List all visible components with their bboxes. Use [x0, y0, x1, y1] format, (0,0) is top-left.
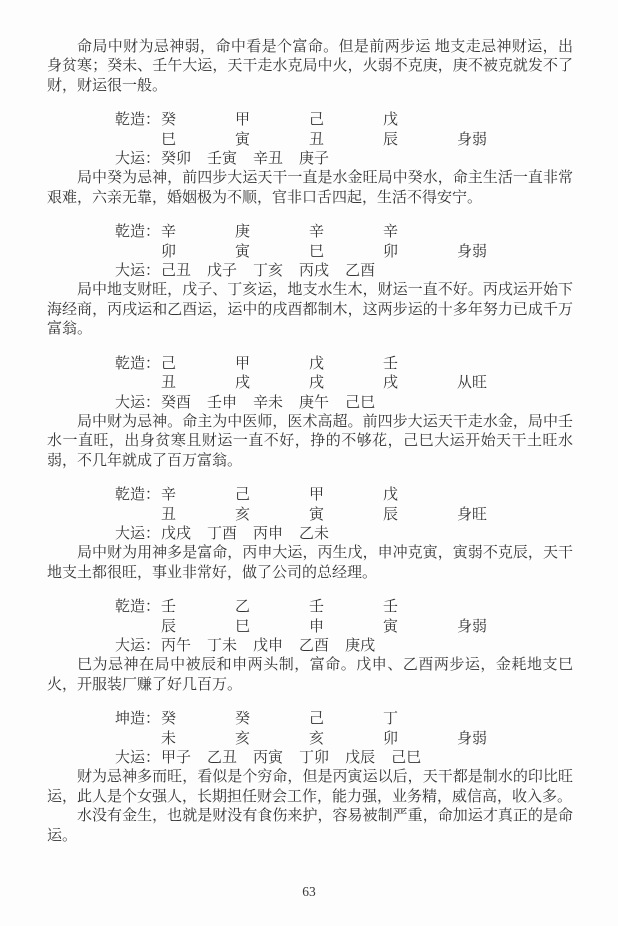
luck-pillar: 丁亥 [253, 263, 284, 280]
luck-pillar: 甲子 [161, 750, 192, 766]
paragraph-3: 局中地支财旺，戊子、丁亥运，地支水生木，财运一直不好。丙戌运开始下海经商，丙戌运和乙酉运，运中的戌酉都制木，这两步运的十多年努力已成千万富翁。 [47, 282, 573, 338]
luck-pillar: 己巳 [345, 394, 376, 411]
bazi-chart-3 [115, 355, 573, 413]
heavenly-stem: 壬 [383, 355, 399, 372]
earthly-branch: 巳 [309, 243, 325, 260]
stems-row [115, 355, 573, 374]
earthly-branch: 寅 [309, 506, 325, 523]
earthly-branch: 辰 [383, 506, 399, 523]
bazi-chart-2 [115, 223, 573, 281]
luck-pillar: 丁卯 [299, 750, 330, 766]
luck-pillar: 丙戌 [299, 263, 330, 280]
luck-row [115, 150, 573, 169]
luck-label: 大运： [115, 263, 161, 280]
heavenly-stem: 癸 [235, 711, 251, 728]
heavenly-stem: 甲 [235, 112, 251, 129]
heavenly-stem: 庚 [235, 224, 251, 241]
strength-label: 身弱 [457, 618, 488, 635]
earthly-branch: 丑 [161, 375, 177, 392]
luck-pillars [161, 749, 421, 768]
earthly-branch: 戌 [383, 375, 399, 392]
heavenly-stem: 壬 [309, 599, 325, 616]
luck-pillar: 戊申 [253, 637, 284, 654]
luck-pillar: 丁酉 [207, 525, 238, 542]
luck-pillars [161, 525, 329, 544]
strength-label: 身弱 [457, 730, 488, 747]
paragraph-6: 巳为忌神在局中被辰和申两头制，富命。戊申、乙酉两步运，金耗地支巳火，开服装厂赚了好几百万。 [47, 657, 573, 693]
heavenly-stem: 乙 [235, 599, 251, 616]
heavenly-stem: 戊 [383, 487, 399, 504]
earthly-branch: 巳 [161, 131, 177, 148]
heavenly-stem: 丁 [383, 711, 399, 728]
earthly-branch: 丑 [309, 131, 325, 148]
earthly-branch: 巳 [235, 618, 251, 635]
earthly-branch: 申 [309, 618, 325, 635]
heavenly-stem: 辛 [161, 224, 177, 241]
luck-pillar: 庚子 [299, 151, 330, 168]
luck-pillars [161, 262, 375, 281]
spacer [115, 618, 161, 637]
luck-pillars [161, 150, 329, 169]
earthly-branch: 卯 [383, 730, 399, 747]
strength-label: 身弱 [457, 243, 488, 260]
luck-row [115, 262, 573, 281]
paragraph-5: 局中财为用神多是富命，丙申大运，丙生戊，申冲克寅，寅弱不克辰，天干地支土都很旺，事业非常好，做了公司的总经理。 [47, 545, 573, 581]
luck-pillar: 庚戌 [345, 637, 376, 654]
luck-pillars [161, 394, 375, 413]
text-block [47, 38, 573, 846]
bazi-chart-6 [115, 710, 573, 768]
spacer [115, 506, 161, 525]
spacer [115, 243, 161, 262]
earthly-branch: 卯 [161, 243, 177, 260]
strength-label: 身弱 [457, 131, 488, 148]
luck-pillar: 乙未 [299, 525, 330, 542]
luck-pillar: 丙申 [253, 525, 284, 542]
luck-label: 大运： [115, 750, 161, 766]
luck-row [115, 525, 573, 544]
heavenly-stem: 壬 [383, 599, 399, 616]
earthly-branch: 亥 [235, 506, 251, 523]
luck-row [115, 749, 573, 768]
stems-row [115, 710, 573, 729]
bazi-chart-4 [115, 486, 573, 544]
heavenly-stem: 癸 [161, 711, 177, 728]
heavenly-stem: 己 [309, 711, 325, 728]
heavenly-stem: 戊 [383, 112, 399, 129]
strength-label: 身旺 [457, 506, 488, 523]
luck-row [115, 394, 573, 413]
heavenly-stem: 辛 [383, 224, 399, 241]
luck-pillars [161, 637, 375, 656]
earthly-branch: 亥 [235, 730, 251, 747]
luck-label: 大运： [115, 637, 161, 654]
branches-row [115, 730, 573, 749]
paragraph-7: 财为忌神多而旺，看似是个穷命，但是丙寅运以后，天干都是制水的印比旺运，此人是个女强人，长期担任财会工作，能力强，业务精，威信高，收入多。 [47, 769, 573, 805]
strength-label: 从旺 [457, 375, 488, 392]
heavenly-stem: 辛 [161, 487, 177, 504]
luck-pillar: 乙酉 [299, 637, 330, 654]
heavenly-stem: 己 [235, 487, 251, 504]
earthly-branch: 辰 [383, 131, 399, 148]
luck-pillar: 乙酉 [345, 263, 376, 280]
stems-row [115, 598, 573, 617]
luck-pillar: 辛未 [253, 394, 284, 411]
luck-pillar: 癸卯 [161, 151, 192, 168]
luck-pillar: 癸酉 [161, 394, 192, 411]
heavenly-stem: 壬 [161, 599, 177, 616]
luck-pillar: 戊戌 [161, 525, 192, 542]
spacer [115, 374, 161, 393]
chart-label: 乾造： [115, 112, 161, 129]
luck-label: 大运： [115, 525, 161, 542]
earthly-branch: 丑 [161, 506, 177, 523]
earthly-branch: 戌 [309, 375, 325, 392]
luck-label: 大运： [115, 151, 161, 168]
stems-row [115, 486, 573, 505]
paragraph-1: 命局中财为忌神弱，命中看是个富命。但是前两步运 地支走忌神财运，出身贫寒；癸未、壬午大运，天干走水克局中火，火弱不克庚，庚不被克就发不了财，财运很一般。 [47, 39, 573, 94]
luck-row [115, 637, 573, 656]
branches-row [115, 131, 573, 150]
earthly-branch: 寅 [235, 243, 251, 260]
spacer [115, 131, 161, 150]
paragraph-2: 局中癸为忌神，前四步大运天干一直是水金旺局中癸水，命主生活一直非常艰难，六亲无靠，婚姻极为不顺，官非口舌四起，生活不得安宁。 [47, 170, 573, 206]
luck-pillar: 乙丑 [207, 750, 238, 766]
luck-label: 大运： [115, 394, 161, 411]
bazi-chart-5 [115, 598, 573, 656]
branches-row [115, 374, 573, 393]
heavenly-stem: 己 [309, 112, 325, 129]
stems-row [115, 111, 573, 130]
branches-row [115, 618, 573, 637]
luck-pillar: 壬寅 [207, 151, 238, 168]
luck-pillar: 辛丑 [253, 151, 284, 168]
paragraph-8: 水没有金生，也就是财没有食伤来护，容易被制严重，命加运才真正的是命运。 [47, 808, 573, 844]
heavenly-stem: 己 [161, 355, 177, 372]
page-number: 63 [302, 884, 316, 899]
paragraph-4: 局中财为忌神。命主为中医师，医术高超。前四步大运天干走水金，局中壬水一直旺，出身贫寒且财运一直不好，挣的不够花，己巳大运开始天干土旺水弱，不几年就成了百万富翁。 [47, 413, 573, 469]
earthly-branch: 辰 [161, 618, 177, 635]
luck-pillar: 戊辰 [345, 750, 376, 766]
chart-label: 坤造： [115, 711, 161, 728]
luck-pillar: 庚午 [299, 394, 330, 411]
earthly-branch: 未 [161, 730, 177, 747]
luck-pillar: 丙午 [161, 637, 192, 654]
heavenly-stem: 甲 [309, 487, 325, 504]
heavenly-stem: 甲 [235, 355, 251, 372]
heavenly-stem: 戊 [309, 355, 325, 372]
spacer [115, 730, 161, 749]
luck-pillar: 戊子 [207, 263, 238, 280]
stems-row [115, 223, 573, 242]
luck-pillar: 己丑 [161, 263, 192, 280]
earthly-branch: 卯 [383, 243, 399, 260]
heavenly-stem: 辛 [309, 224, 325, 241]
earthly-branch: 戌 [235, 375, 251, 392]
branches-row [115, 243, 573, 262]
heavenly-stem: 癸 [161, 112, 177, 129]
luck-pillar: 丙寅 [253, 750, 284, 766]
luck-pillar: 丁未 [207, 637, 238, 654]
luck-pillar: 壬申 [207, 394, 238, 411]
branches-row [115, 506, 573, 525]
earthly-branch: 寅 [383, 618, 399, 635]
earthly-branch: 亥 [309, 730, 325, 747]
chart-label: 乾造： [115, 355, 161, 372]
bazi-chart-1 [115, 111, 573, 169]
luck-pillar: 己巳 [391, 750, 422, 766]
earthly-branch: 寅 [235, 131, 251, 148]
chart-label: 乾造： [115, 599, 161, 616]
chart-label: 乾造： [115, 224, 161, 241]
chart-label: 乾造： [115, 487, 161, 504]
